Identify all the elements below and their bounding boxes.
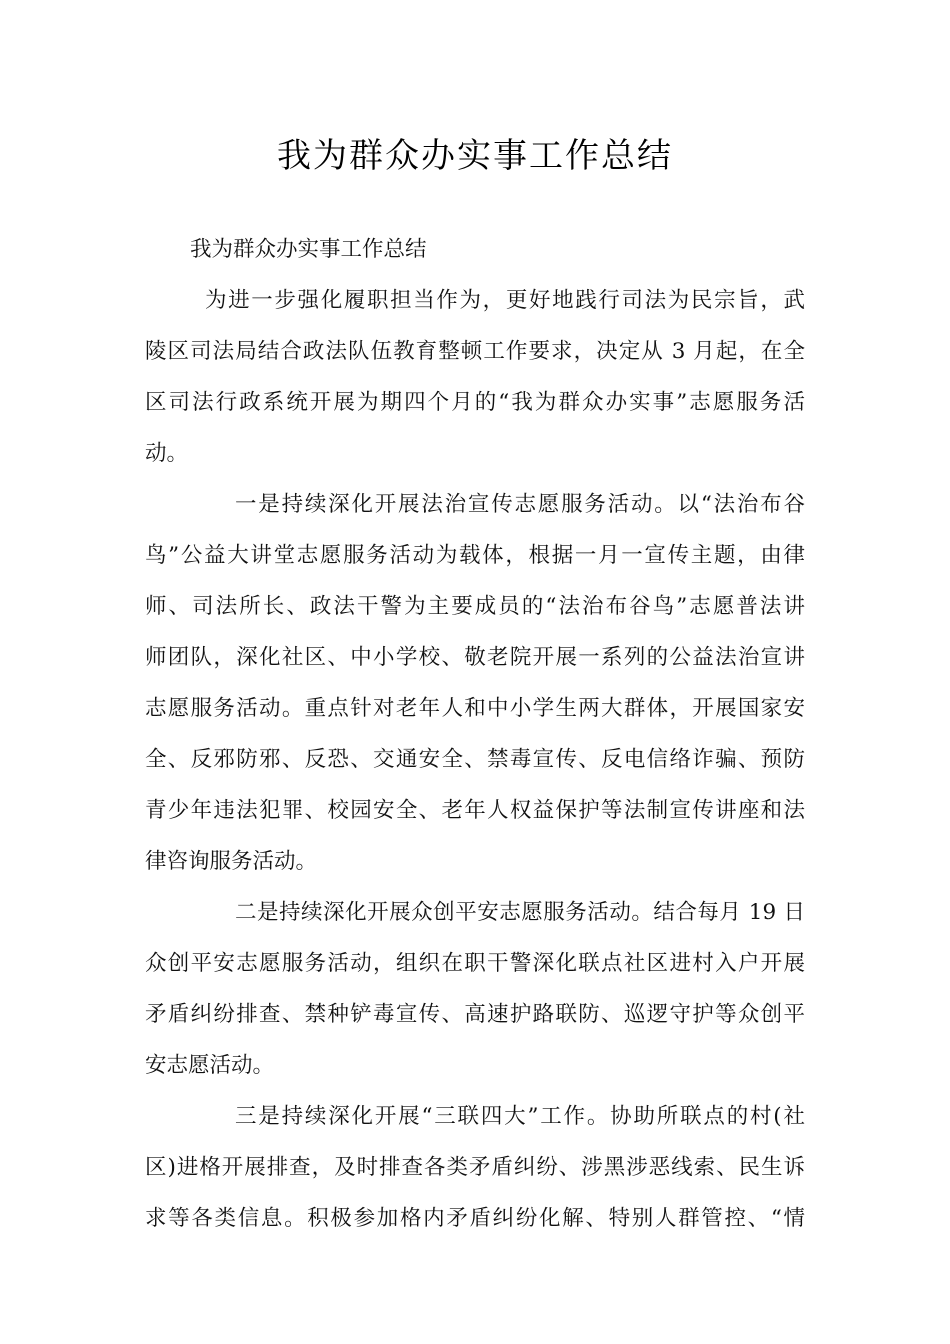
paragraph-safety-volunteer xyxy=(145,887,805,1091)
paragraph-line: 矛盾纠纷排查、禁种铲毒宣传、高速护路联防、巡逻守护等众创平 xyxy=(145,1002,805,1027)
paragraph-intro xyxy=(145,275,805,479)
document-title: 我为群众办实事工作总结 xyxy=(277,136,673,176)
paragraph-line: 为进一步强化履职担当作为，更好地践行司法为民宗旨，武 xyxy=(205,288,805,313)
paragraph-line: 安志愿活动。 xyxy=(145,1053,275,1078)
paragraph-line: 青少年违法犯罪、校园安全、老年人权益保护等法制宣传讲座和法 xyxy=(145,798,805,823)
paragraph-legal-publicity xyxy=(145,479,805,887)
paragraph-line: 动。 xyxy=(145,441,189,466)
paragraph-line: 区司法行政系统开展为期四个月的“我为群众办实事”志愿服务活 xyxy=(145,390,805,415)
paragraph-three-links xyxy=(145,1091,805,1244)
paragraph-line: 二是持续深化开展众创平安志愿服务活动。结合每月 19 日 xyxy=(235,900,805,925)
paragraph-line: 师、司法所长、政法干警为主要成员的“法治布谷鸟”志愿普法讲 xyxy=(145,594,805,619)
document-subtitle: 我为群众办实事工作总结 xyxy=(190,237,427,262)
paragraph-line: 全、反邪防邪、反恐、交通安全、禁毒宣传、反电信络诈骗、预防 xyxy=(145,747,805,772)
paragraph-line: 鸟”公益大讲堂志愿服务活动为载体，根据一月一宣传主题，由律 xyxy=(145,543,805,568)
paragraph-line: 众创平安志愿服务活动，组织在职干警深化联点社区进村入户开展 xyxy=(145,951,805,976)
document-body xyxy=(145,224,805,1244)
paragraph-line: 求等各类信息。积极参加格内矛盾纠纷化解、特别人群管控、“情 xyxy=(145,1206,805,1231)
paragraph-line: 陵区司法局结合政法队伍教育整顿工作要求，决定从 3 月起，在全 xyxy=(145,339,805,364)
paragraph-line: 律咨询服务活动。 xyxy=(145,849,318,874)
paragraph-line: 一是持续深化开展法治宣传志愿服务活动。以“法治布谷 xyxy=(235,492,805,517)
paragraph-line: 志愿服务活动。重点针对老年人和中小学生两大群体，开展国家安 xyxy=(145,696,805,721)
paragraph-line: 师团队，深化社区、中小学校、敬老院开展一系列的公益法治宣讲 xyxy=(145,645,805,670)
paragraph-line: 区)进格开展排查，及时排查各类矛盾纠纷、涉黑涉恶线索、民生诉 xyxy=(145,1155,805,1180)
paragraph-line: 三是持续深化开展“三联四大”工作。协助所联点的村(社 xyxy=(235,1104,805,1129)
